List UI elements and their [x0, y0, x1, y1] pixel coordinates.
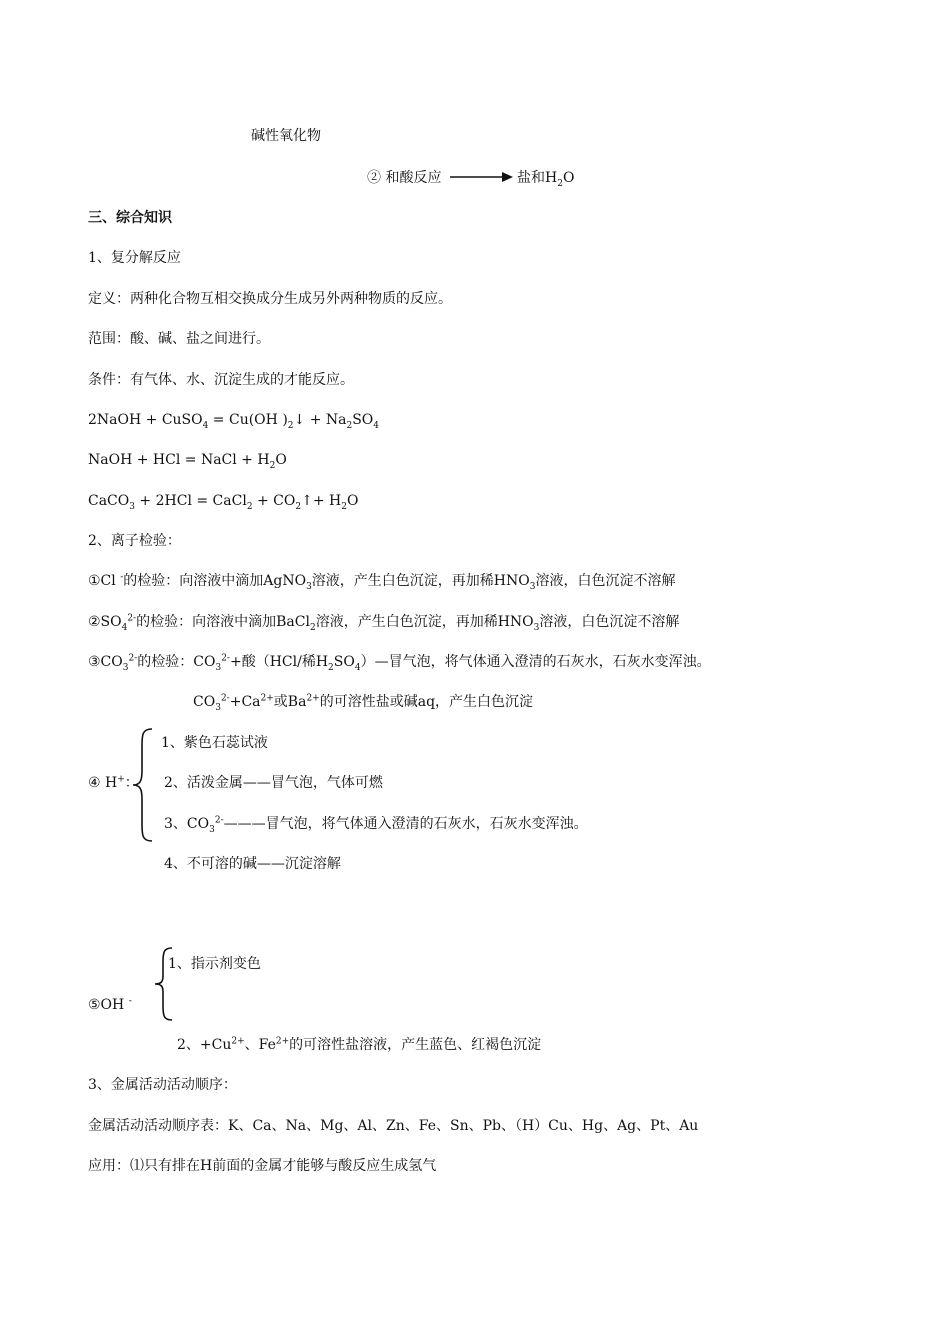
equation-2: NaOH + HCl = NaCl + $H_2O$: [88, 452, 287, 471]
h-test-item-2: 2、活泼金属——冒气泡，气体可燃: [164, 775, 383, 791]
subsection-title-3: 3、金属活动活动顺序：: [88, 1077, 237, 1093]
metal-activity-series: 金属活动活动顺序表：K、Ca、Na、Mg、Al、Zn、Fe、Sn、Pb、（H）Cu、Hg、Ag、Pt、Au: [88, 1118, 699, 1134]
sulfate-test: $②SO_4^{2-}$的检验：向溶液中滴加BaCl$_2$溶液，产生白色沉淀，再加稀$HNO_3$溶液，白色沉淀不溶解: [88, 613, 680, 633]
application-text: 应用：⑴只有排在H前面的金属才能够与酸反应生成氢气: [88, 1158, 437, 1174]
condition-text: 条件：有气体、水、沉淀生成的才能反应。: [88, 372, 354, 388]
equation-3: CaCO$_3$ + 2HCl = CaCl$_2$ + $CO_2↑+ H_2O$: [88, 493, 359, 512]
salt-water-label: 盐和$H_2O$: [517, 170, 575, 189]
section-title: 三、综合知识: [88, 210, 172, 226]
equation-1: 2NaOH + CuSO$_4$ = Cu(OH )$_2↓ + Na_2SO_4$: [88, 412, 380, 431]
hydrogen-ion-label: ④ H+：: [88, 774, 139, 791]
carbonate-test-alt: $CO_3^{2-}+Ca^{2+}$或$Ba^{2+}$的可溶性盐或碱aq，产生白色沉淀: [193, 693, 534, 713]
subsection-title-2: 2、离子检验：: [88, 533, 181, 549]
chloride-test: ①Cl -的检验：向溶液中滴加AgNO$_3$溶液，产生白色沉淀，再加稀$HNO_3$溶液，白色沉淀不溶解: [88, 572, 676, 592]
carbonate-test: $③CO_3^{2-}$的检验：$CO_3^{2-}+$酸（HCl/稀$H_2SO_4)—$冒气泡，将气体通入澄清的石灰水，石灰水变浑浊。: [88, 653, 711, 673]
basic-oxide-label: 碱性氧化物: [251, 128, 321, 144]
h-test-item-4: 4、不可溶的碱——沉淀溶解: [164, 856, 341, 872]
definition-text: 定义：两种化合物互相交换成分生成另外两种物质的反应。: [88, 291, 452, 307]
oh-test-item-1: 1、指示剂变色: [168, 956, 261, 972]
subsection-title-1: 1、复分解反应: [88, 250, 181, 266]
h-test-item-1: 1、紫色石蕊试液: [161, 735, 268, 751]
scope-text: 范围：酸、碱、盐之间进行。: [88, 331, 270, 347]
hydroxide-ion-label: ⑤OH -: [88, 996, 132, 1013]
h-test-item-3: 3、$CO_3^{2-}———$冒气泡，将气体通入澄清的石灰水，石灰水变浑浊。: [164, 815, 588, 835]
acid-reaction-label: ② 和酸反应: [367, 170, 442, 186]
oh-test-item-2: 2、$+Cu^{2+}$、$Fe^{2+}$的可溶性盐溶液，产生蓝色、红褐色沉淀: [177, 1036, 542, 1053]
arrow-icon: [450, 171, 514, 183]
